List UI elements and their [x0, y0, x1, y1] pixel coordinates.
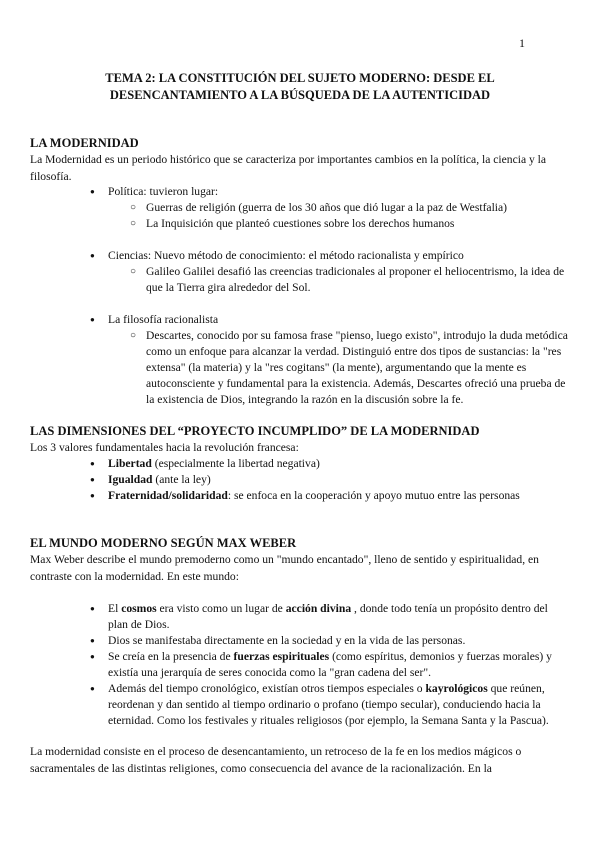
bullet-dot-icon: ●	[90, 315, 95, 324]
heading-modernidad: LA MODERNIDAD	[30, 136, 139, 150]
bullet-dot-icon: ●	[90, 491, 95, 500]
modernidad-intro: La Modernidad es un periodo histórico que se caracteriza por importantes cambios en la política, la ciencia y la filosofía.	[30, 153, 547, 183]
list-item-igualdad: Igualdad (ante la ley)	[108, 473, 211, 486]
bullet-dot-icon: ●	[90, 604, 95, 613]
page-number: 1	[519, 36, 525, 50]
list-item-dios: Dios se manifestaba directamente en la sociedad y en la vida de las personas.	[108, 634, 466, 647]
bullet-dot-icon: ●	[90, 684, 95, 693]
bullet-dot-icon: ●	[90, 475, 95, 484]
bullet-circle-icon: ○	[130, 330, 137, 341]
list-item-kayrologicos: Además del tiempo cronológico, existían otros tiempos especiales o kayrológicos que reúnen, reordenan y dan sentido al tiempo ordinario o profano (tiempo secular), conduciendo hacia la eternidad. Como los festivales y rituales religiosos (por ejemplo, la Semana Santa y la Pascua).	[108, 682, 549, 727]
list-item-galileo: Galileo Galilei desafió las creencias tradicionales al proponer el heliocentrismo, la idea de que la Tierra gira alrededor del Sol.	[146, 265, 565, 294]
list-item-cosmos: El cosmos era visto como un lugar de acción divina , donde todo tenía un propósito dentro del plan de Dios.	[108, 602, 548, 631]
heading-dimensiones: LAS DIMENSIONES DEL “PROYECTO INCUMPLIDO” DE LA MODERNIDAD	[30, 424, 480, 438]
bullet-dot-icon: ●	[90, 459, 95, 468]
list-item-filosofia: La filosofía racionalista	[108, 313, 219, 326]
title-line-1: TEMA 2: LA CONSTITUCIÓN DEL SUJETO MODERNO: DESDE EL	[105, 71, 495, 85]
list-item-inquisicion: La Inquisición que planteó cuestiones sobre los derechos humanos	[146, 217, 455, 230]
dimensiones-intro: Los 3 valores fundamentales hacia la revolución francesa:	[30, 441, 299, 454]
list-item-fraternidad: Fraternidad/solidaridad: se enfoca en la cooperación y apoyo mutuo entre las personas	[108, 489, 520, 502]
closing-paragraph: La modernidad consiste en el proceso de desencantamiento, un retroceso de la fe en los medios mágicos o sacramentales de las distintas religiones, como consecuencia del avance de la racionalización. En la	[30, 745, 522, 775]
weber-intro: Max Weber describe el mundo premoderno como un "mundo encantado", lleno de sentido y espiritualidad, en contraste con la modernidad. En este mundo:	[30, 553, 539, 583]
bullet-circle-icon: ○	[130, 218, 137, 229]
title-line-2: DESENCANTAMIENTO A LA BÚSQUEDA DE LA AUTENTICIDAD	[109, 88, 491, 102]
heading-weber: EL MUNDO MODERNO SEGÚN MAX WEBER	[30, 536, 297, 550]
list-item-guerras: Guerras de religión (guerra de los 30 años que dió lugar a la paz de Westfalia)	[146, 201, 508, 214]
bullet-circle-icon: ○	[130, 202, 137, 213]
bullet-dot-icon: ●	[90, 636, 95, 645]
bullet-dot-icon: ●	[90, 652, 95, 661]
list-item-descartes: Descartes, conocido por su famosa frase "pienso, luego existo", introdujo la duda metódica como un enfoque para alcanzar la verdad. Distinguió entre dos tipos de sustancias: la "res extensa" (la materia) y la "res cogitans" (la mente), argumentando que la mente es autoconsciente y fundamental para la existencia. Además, Descartes ofreció una prueba de la existencia de Dios, integrando la razón en la discusión sobre la fe.	[146, 329, 568, 406]
bullet-dot-icon: ●	[90, 251, 95, 260]
list-item-politica: Política: tuvieron lugar:	[108, 185, 219, 198]
document-title	[60, 70, 540, 104]
bullet-dot-icon: ●	[90, 187, 95, 196]
bullet-circle-icon: ○	[130, 266, 137, 277]
list-item-ciencias: Ciencias: Nuevo método de conocimiento: el método racionalista y empírico	[108, 249, 464, 262]
list-item-libertad: Libertad (especialmente la libertad negativa)	[108, 457, 320, 470]
list-item-fuerzas: Se creía en la presencia de fuerzas espirituales (como espíritus, demonios y fuerzas morales) y existía una jerarquía de seres conocida como la "gran cadena del ser".	[108, 650, 552, 679]
